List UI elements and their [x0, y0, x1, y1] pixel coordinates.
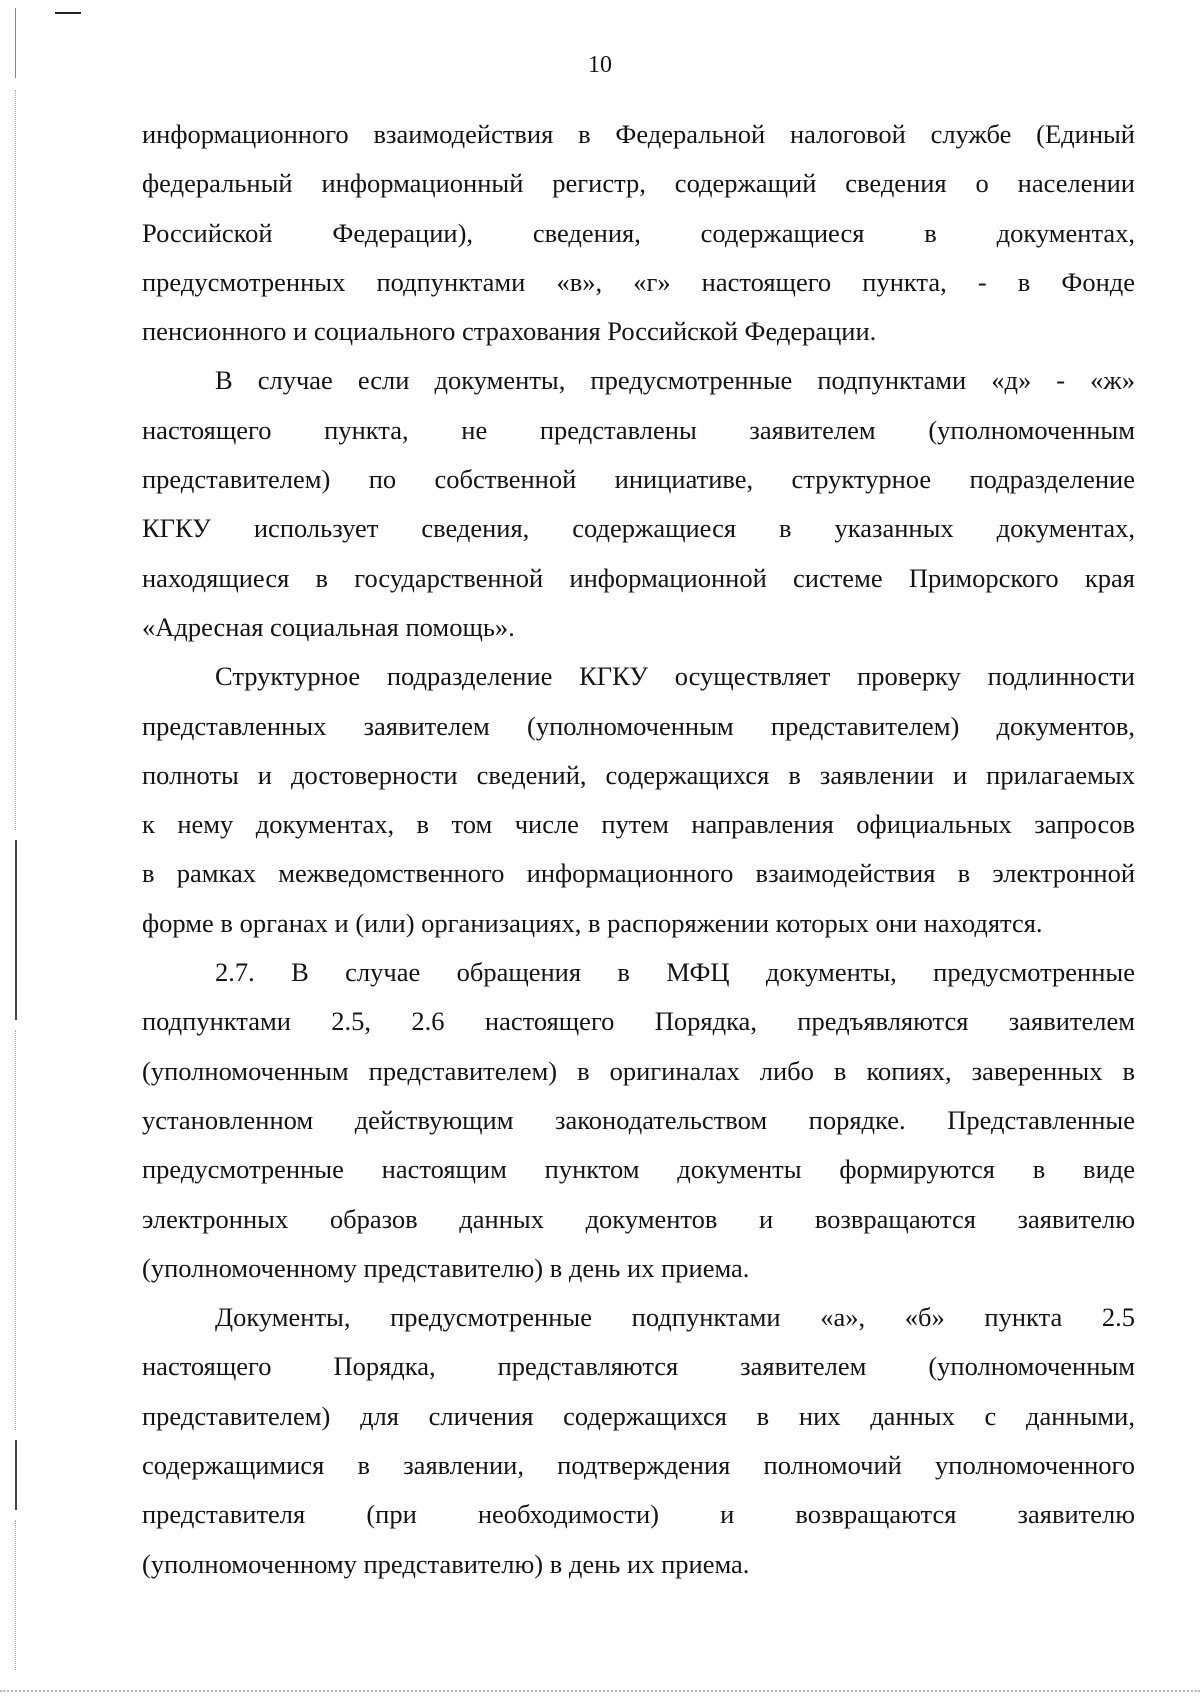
text-line: Структурное подразделение КГКУ осуществляет проверку подлинности: [215, 661, 1135, 692]
text-line: содержащимися в заявлении, подтверждения полномочий уполномоченного: [142, 1450, 1135, 1481]
text-line: информационного взаимодействия в Федеральной налоговой службе (Единый: [142, 119, 1135, 149]
text-line: (уполномоченным представителем) в оригиналах либо в копиях, заверенных в: [142, 1055, 1135, 1086]
paragraph: [142, 356, 1135, 652]
text-line: установленном действующим законодательством порядке. Представленные: [142, 1104, 1135, 1135]
text-line: представителем) для сличения содержащихся в них данных с данными,: [142, 1400, 1135, 1431]
text-line: «Адресная социальная помощь».: [142, 611, 515, 642]
text-line: подпунктами 2.5, 2.6 настоящего Порядка, предъявляются заявителем: [142, 1006, 1135, 1037]
scan-dotted-line: [15, 1520, 16, 1670]
paragraph: [142, 948, 1135, 1293]
text-line: в рамках межведомственного информационного взаимодействия в электронной: [142, 858, 1135, 889]
paragraph: [142, 1293, 1135, 1589]
text-line: представленных заявителем (уполномоченным представителем) документов,: [142, 710, 1135, 741]
document-body: [142, 110, 1135, 1589]
text-line: предусмотренные настоящим пунктом документы формируются в виде: [142, 1154, 1135, 1185]
text-line: федеральный информационный регистр, содержащий сведения о населении: [142, 168, 1135, 199]
paragraph: [142, 110, 1135, 356]
text-line: электронных образов данных документов и возвращаются заявителю: [142, 1203, 1135, 1234]
text-line: В случае если документы, предусмотренные подпунктами «д» - «ж»: [215, 365, 1135, 396]
text-line: Документы, предусмотренные подпунктами «а», «б» пункта 2.5: [215, 1302, 1135, 1333]
text-line: пенсионного и социального страхования Российской Федерации.: [142, 316, 877, 347]
text-line: 2.7. В случае обращения в МФЦ документы, предусмотренные: [215, 957, 1135, 988]
text-line: (уполномоченному представителю) в день их приема.: [142, 1548, 750, 1579]
scan-margin-line: [15, 840, 17, 1020]
text-line: (уполномоченному представителю) в день их приема.: [142, 1252, 750, 1283]
text-line: настоящего Порядка, представляются заявителем (уполномоченным: [142, 1351, 1135, 1382]
text-line: предусмотренных подпунктами «в», «г» настоящего пункта, - в Фонде: [142, 266, 1135, 297]
page-number: 10: [588, 52, 612, 78]
text-line: Российской Федерации), сведения, содержащиеся в документах,: [142, 217, 1135, 248]
scan-bottom-edge: [0, 1690, 1200, 1692]
text-line: к нему документах, в том числе путем направления официальных запросов: [142, 809, 1135, 840]
text-line: представителем) по собственной инициативе, структурное подразделение: [142, 464, 1135, 495]
text-line: находящиеся в государственной информационной системе Приморского края: [142, 562, 1135, 593]
scan-margin-line: [15, 1440, 17, 1510]
text-line: полноты и достоверности сведений, содержащихся в заявлении и прилагаемых: [142, 759, 1135, 790]
scan-mark-top: [55, 12, 81, 14]
text-line: форме в органах и (или) организациях, в распоряжении которых они находятся.: [142, 907, 1043, 938]
text-line: настоящего пункта, не представлены заявителем (уполномоченным: [142, 414, 1135, 445]
text-line: КГКУ использует сведения, содержащиеся в указанных документах,: [142, 513, 1135, 544]
scan-dotted-line: [15, 1030, 16, 1430]
text-line: представителя (при необходимости) и возвращаются заявителю: [142, 1499, 1135, 1530]
scan-dotted-line: [15, 90, 16, 830]
paragraph: [142, 652, 1135, 948]
